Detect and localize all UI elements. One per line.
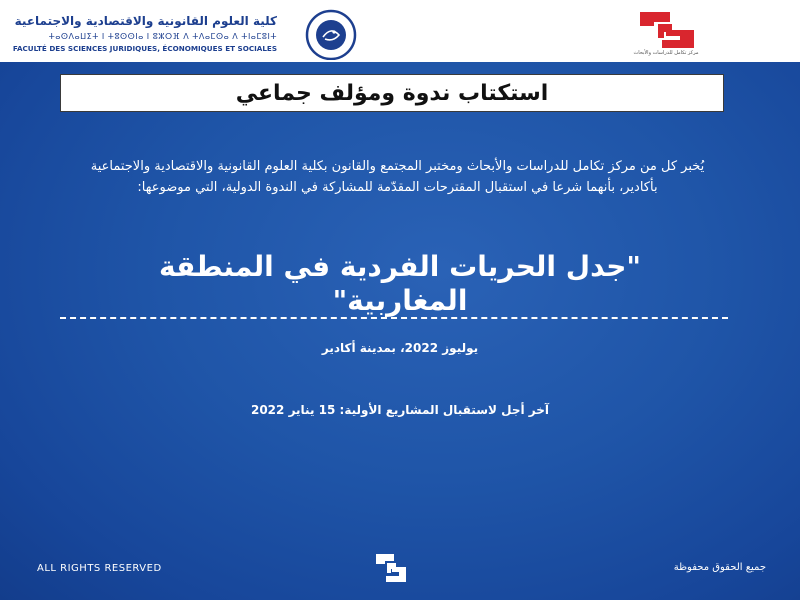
takamol-footer-logo-icon	[372, 552, 410, 584]
faculty-logo	[12, 8, 377, 60]
submission-deadline: آخر أجل لاستقبال المشاريع الأولية: 15 يناير 2022	[250, 403, 549, 417]
partner-logo	[610, 8, 722, 60]
conference-title-line-2: المغاربية"	[332, 284, 468, 317]
faculty-name-fr: FACULTÉ DES SCIENCES JURIDIQUES, ÉCONOMIQUES ET SOCIALES	[12, 44, 277, 53]
takamol-logo-icon	[610, 8, 722, 50]
rights-reserved-ar: جميع الحقوق محفوظة	[673, 562, 766, 573]
intro-paragraph: يُخبر كل من مركز تكامل للدراسات والأبحاث ومختبر المجتمع والقانون بكلية العلوم القانونية والاقتصادية والاجتماعية بأكادير، بأنهما شرعا في استقبال المقترحات المقدّمة للمشاركة في الندوة الدولية، التي موضوعها:	[90, 159, 705, 195]
partner-caption: مركز تكامل للدراسات والأبحاث	[633, 50, 699, 56]
conference-title	[60, 250, 740, 318]
faculty-name-ar: كلية العلوم القانونية والاقتصادية والاجتماعية	[14, 14, 277, 28]
conference-title-line-1: "جدل الحريات الفردية في المنطقة	[158, 250, 642, 283]
date-place: يوليوز 2022، بمدينة أكادير	[321, 341, 479, 355]
faculty-name-tifinagh: ⵜⴰⵙⴷⴰⵡⵉⵜ ⵏ ⵜⵓⵙⵙⵏⴰ ⵏ ⵓⵣⵔⴼ ⴷ ⵜⴷⴰⵎⵙⴰ ⴷ ⵜⵏⴰⵎⵓⵏⵜ	[48, 32, 277, 41]
university-seal-icon	[287, 8, 375, 60]
page-title: استكتاب ندوة ومؤلف جماعي	[235, 80, 549, 106]
rights-reserved-en: ALL RIGHTS RESERVED	[37, 563, 162, 574]
dashed-divider	[60, 317, 728, 319]
title-box	[60, 74, 724, 112]
